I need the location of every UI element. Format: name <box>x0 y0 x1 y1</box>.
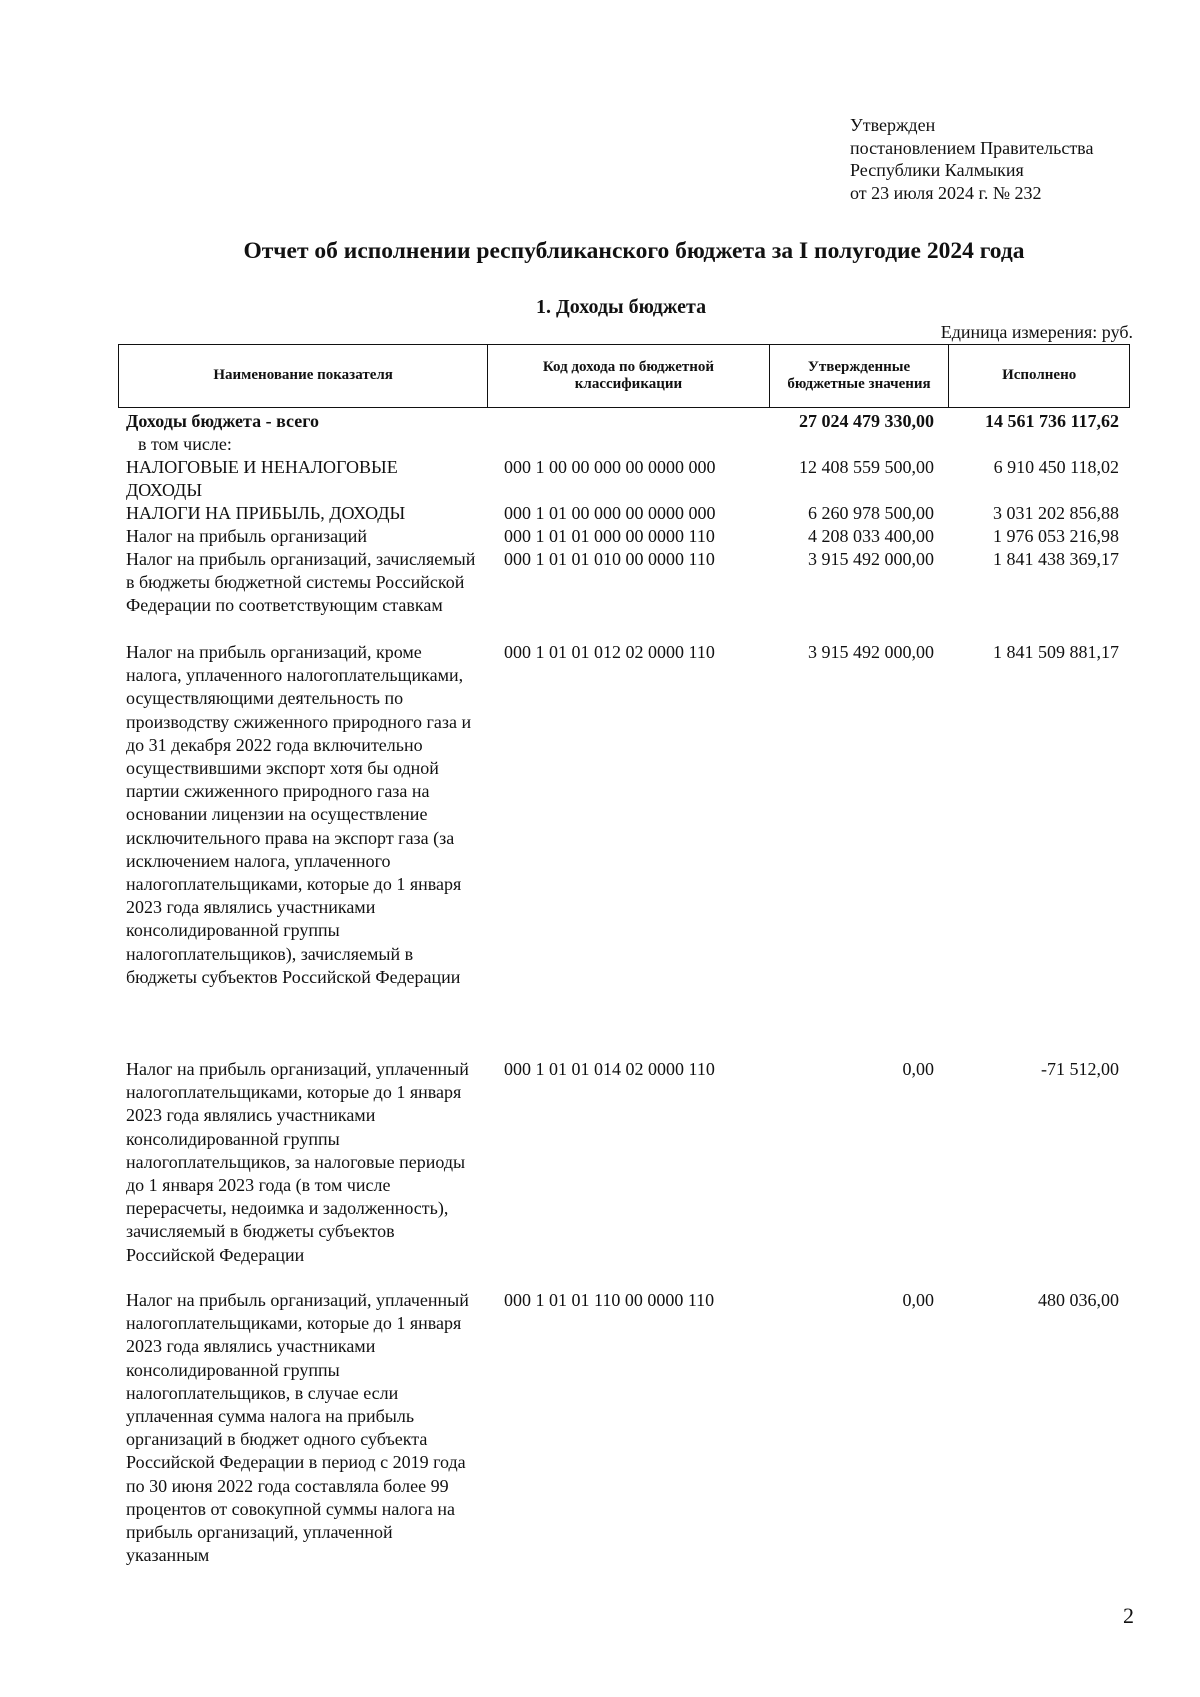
row-6-approved: 3 915 492 000,00 <box>808 642 934 662</box>
approval-line-1: Утвержден <box>850 115 936 135</box>
row-3-executed: 3 031 202 856,88 <box>993 503 1119 523</box>
row-3-approved: 6 260 978 500,00 <box>808 503 934 523</box>
section-title: 1. Доходы бюджета <box>536 296 707 318</box>
row-7-name: Налог на прибыль организаций, уплаченный налогоплательщиками, которые до 1 января 2023 года являлись участниками консолидированной группы налогоплательщиков, за налоговые периоды до 1 января 2023 года (в том числе перерасчеты, недоимка и задолженность), зачисляемый в бюджеты субъектов Российской Федерации <box>126 1059 469 1265</box>
row-0-approved: 27 024 479 330,00 <box>799 411 934 431</box>
approval-stamp <box>850 114 1093 204</box>
page-title: Отчет об исполнении республиканского бюджета за I полугодие 2024 года <box>243 238 1025 264</box>
approval-line-4: от 23 июля 2024 г. № 232 <box>850 182 1042 203</box>
header-name: Наименование показателя <box>119 345 488 407</box>
row-5-approved: 3 915 492 000,00 <box>808 549 934 569</box>
row-7-executed: -71 512,00 <box>1041 1059 1119 1079</box>
row-8-code: 000 1 01 01 110 00 0000 110 <box>504 1290 715 1310</box>
row-8-name: Налог на прибыль организаций, уплаченный налогоплательщиками, которые до 1 января 2023 года являлись участниками консолидированной группы налогоплательщиков, в случае если уплаченная сумма налога на прибыль организаций в бюджет одного субъекта Российской Федерации в период с 2019 года по 30 июня 2022 года составляла более 99 процентов от совокупной суммы налога на прибыль организаций, уплаченной указанным <box>126 1290 469 1566</box>
row-5-code: 000 1 01 01 010 00 0000 110 <box>504 549 715 569</box>
row-2-name: НАЛОГОВЫЕ И НЕНАЛОГОВЫЕ ДОХОДЫ <box>126 457 398 501</box>
row-7-code: 000 1 01 01 014 02 0000 110 <box>504 1059 715 1079</box>
approval-line-3: Республики Калмыкия <box>850 160 1024 180</box>
row-2-code: 000 1 00 00 000 00 0000 000 <box>504 457 716 477</box>
row-3-name: НАЛОГИ НА ПРИБЫЛЬ, ДОХОДЫ <box>126 503 406 523</box>
row-4-code: 000 1 01 01 000 00 0000 110 <box>504 526 715 546</box>
row-3-code: 000 1 01 00 000 00 0000 000 <box>504 503 716 523</box>
row-6-executed: 1 841 509 881,17 <box>993 642 1119 662</box>
row-5-executed: 1 841 438 369,17 <box>993 549 1119 569</box>
row-6-code: 000 1 01 01 012 02 0000 110 <box>504 642 715 662</box>
units-label: Единица измерения: руб. <box>940 322 1133 342</box>
row-4-approved: 4 208 033 400,00 <box>808 526 934 546</box>
header-code: Код дохода по бюджетной классификации <box>488 345 769 407</box>
row-1-name: в том числе: <box>138 434 232 454</box>
row-7-approved: 0,00 <box>902 1059 934 1079</box>
header-executed: Исполнено <box>1002 367 1077 384</box>
row-2-approved: 12 408 559 500,00 <box>799 457 934 477</box>
approval-line-2: постановлением Правительства <box>850 137 1094 158</box>
table-header <box>118 344 1130 408</box>
row-5-name: Налог на прибыль организаций, зачисляемый в бюджеты бюджетной системы Российской Федерации по соответствующим ставкам <box>126 549 476 616</box>
row-0-name: Доходы бюджета - всего <box>126 411 319 431</box>
row-6-name: Налог на прибыль организаций, кроме налога, уплаченного налогоплательщиками, осуществляющими деятельность по производству сжиженного природного газа и до 31 декабря 2022 года включительно осуществившими экспорт хотя бы одной партии сжиженного природного газа на основании лицензии на осуществление исключительного права на экспорт газа (за исключением налога, уплаченного налогоплательщиками, которые до 1 января 2023 года являлись участниками консолидированной группы налогоплательщиков), зачисляемый в бюджеты субъектов Российской Федерации <box>126 642 472 987</box>
row-2-executed: 6 910 450 118,02 <box>993 457 1119 477</box>
row-4-executed: 1 976 053 216,98 <box>993 526 1119 546</box>
row-8-approved: 0,00 <box>902 1290 934 1310</box>
row-8-executed: 480 036,00 <box>1038 1290 1119 1310</box>
page-number: 2 <box>1123 1603 1134 1628</box>
header-approved: Утвержденные бюджетные значения <box>770 345 950 407</box>
row-4-name: Налог на прибыль организаций <box>126 526 367 546</box>
row-0-executed: 14 561 736 117,62 <box>984 411 1119 431</box>
